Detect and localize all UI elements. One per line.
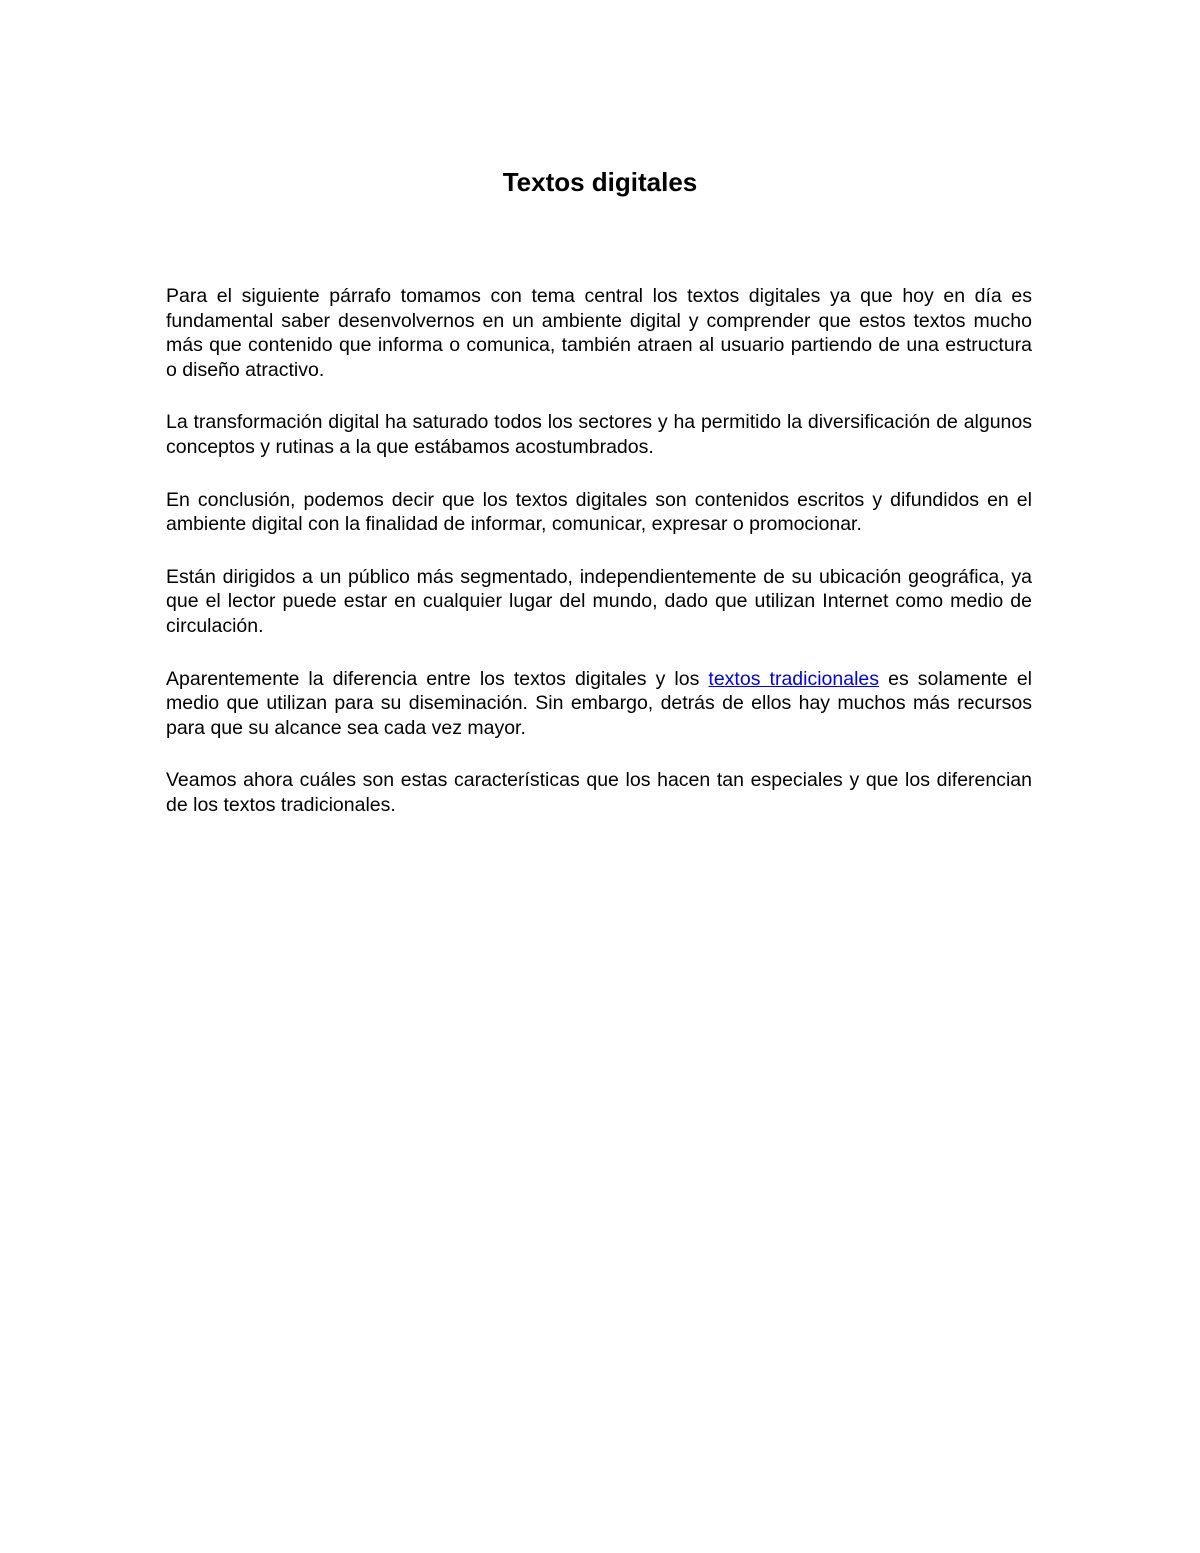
paragraph-3: En conclusión, podemos decir que los textos digitales son contenidos escritos y difundidos en el ambiente digital con la finalidad de informar, comunicar, expresar o promocionar. <box>166 488 1032 536</box>
paragraph-1: Para el siguiente párrafo tomamos con tema central los textos digitales ya que hoy en día es fundamental saber desenvolvernos en un ambiente digital y comprender que estos textos mucho más que contenido que informa o comunica, también atraen al usuario partiendo de una estructura o diseño atractivo. <box>166 285 1032 381</box>
paragraph-6: Veamos ahora cuáles son estas características que los hacen tan especiales y que los diferencian de los textos tradicionales. <box>166 769 1032 816</box>
textos-tradicionales-link[interactable]: textos tradicionales <box>708 667 880 690</box>
paragraph-4: Están dirigidos a un público más segmentado, independientemente de su ubicación geográfica, ya que el lector puede estar en cualquier lugar del mundo, dado que utilizan Internet como medio de circulación. <box>166 565 1032 637</box>
paragraph-5 <box>166 667 1032 741</box>
document-title: Textos digitales <box>502 167 698 197</box>
paragraph-5-after-link: es solamente el medio que utilizan para su diseminación. Sin embargo, detrás de ellos hay muchos más recursos para que su alcance sea cada vez mayor. <box>166 667 1032 739</box>
document-body <box>166 284 1032 846</box>
paragraph-2: La transformación digital ha saturado todos los sectores y ha permitido la diversificación de algunos conceptos y rutinas a la que estábamos acostumbrados. <box>166 411 1032 458</box>
paragraph-5-before-link: Aparentemente la diferencia entre los textos digitales y los <box>166 667 709 690</box>
